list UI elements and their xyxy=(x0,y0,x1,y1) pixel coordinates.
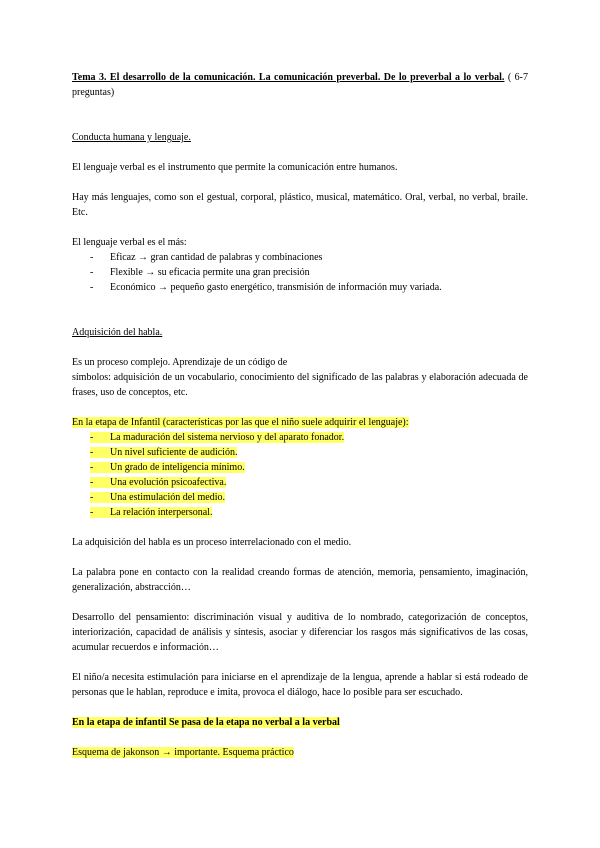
title-note: ( 6-7 preguntas) xyxy=(72,72,528,98)
list-item: - Eficaz → gran cantidad de palabras y combinaciones xyxy=(90,252,323,263)
highlighted-paragraph: En la etapa de Infantil (características por las que el niño suele adquirir el lenguaje): xyxy=(72,417,409,428)
list-item: - Una estimulación del medio. xyxy=(90,492,225,503)
list-item: - Un grado de inteligencia mínimo. xyxy=(90,462,245,473)
paragraph: El lenguaje verbal es el instrumento que permite la comunicación entre humanos. xyxy=(72,162,398,173)
highlighted-paragraph: Esquema de jakonson → importante. Esquema práctico xyxy=(72,747,294,758)
paragraph-line: Es un proceso complejo. Aprendizaje de un código de xyxy=(72,357,288,368)
list-caracteristicas xyxy=(72,430,528,520)
paragraph: La adquisición del habla es un proceso interrelacionado con el medio. xyxy=(72,537,352,548)
list-item: - Un nivel suficiente de audición. xyxy=(90,447,238,458)
list-item: - Económico → pequeño gasto energético, transmisión de información muy variada. xyxy=(90,282,442,293)
paragraph: El lenguaje verbal es el más: xyxy=(72,237,187,248)
list-item: - La maduración del sistema nervioso y del aparato fonador. xyxy=(90,432,345,443)
document-page xyxy=(72,70,528,760)
section-heading-adquisicion: Adquisición del habla. xyxy=(72,327,163,338)
paragraph: símbolos: adquisición de un vocabulario, conocimiento del significado de las palabras y elaboración adecuada de frases, uso de conceptos, etc. xyxy=(72,372,528,398)
document-title xyxy=(72,70,528,100)
highlighted-bold-paragraph: En la etapa de infantil Se pasa de la etapa no verbal a la verbal xyxy=(72,717,340,728)
title-main: Tema 3. El desarrollo de la comunicación. La comunicación preverbal. De lo preverbal a lo verbal. xyxy=(72,72,505,83)
paragraph: El niño/a necesita estimulación para iniciarse en el aprendizaje de la lengua, aprende a hablar si está rodeado de personas que le hablan, reproduce e imita, provoca el diálogo, hace lo posible para ser escuchado. xyxy=(72,672,528,698)
list-item: - Una evolución psicoafectiva. xyxy=(90,477,227,488)
section-heading-conducta: Conducta humana y lenguaje. xyxy=(72,132,191,143)
list-item: - Flexible → su eficacia permite una gran precisión xyxy=(90,267,310,278)
paragraph: Desarrollo del pensamiento: discriminación visual y auditiva de lo nombrado, categorización de conceptos, interiorización, capacidad de análisis y síntesis, asociar y diferenciar los rasgos más significativos de las cosas, acumular recuerdos e información… xyxy=(72,612,528,653)
list-item: - La relación interpersonal. xyxy=(90,507,213,518)
paragraph: La palabra pone en contacto con la realidad creando formas de atención, memoria, pensamiento, imaginación, generalización, abstracción… xyxy=(72,567,528,593)
paragraph: Hay más lenguajes, como son el gestual, corporal, plástico, musical, matemático. Oral, verbal, no verbal, braile. Etc. xyxy=(72,192,528,218)
list-lenguaje-verbal xyxy=(72,250,528,295)
